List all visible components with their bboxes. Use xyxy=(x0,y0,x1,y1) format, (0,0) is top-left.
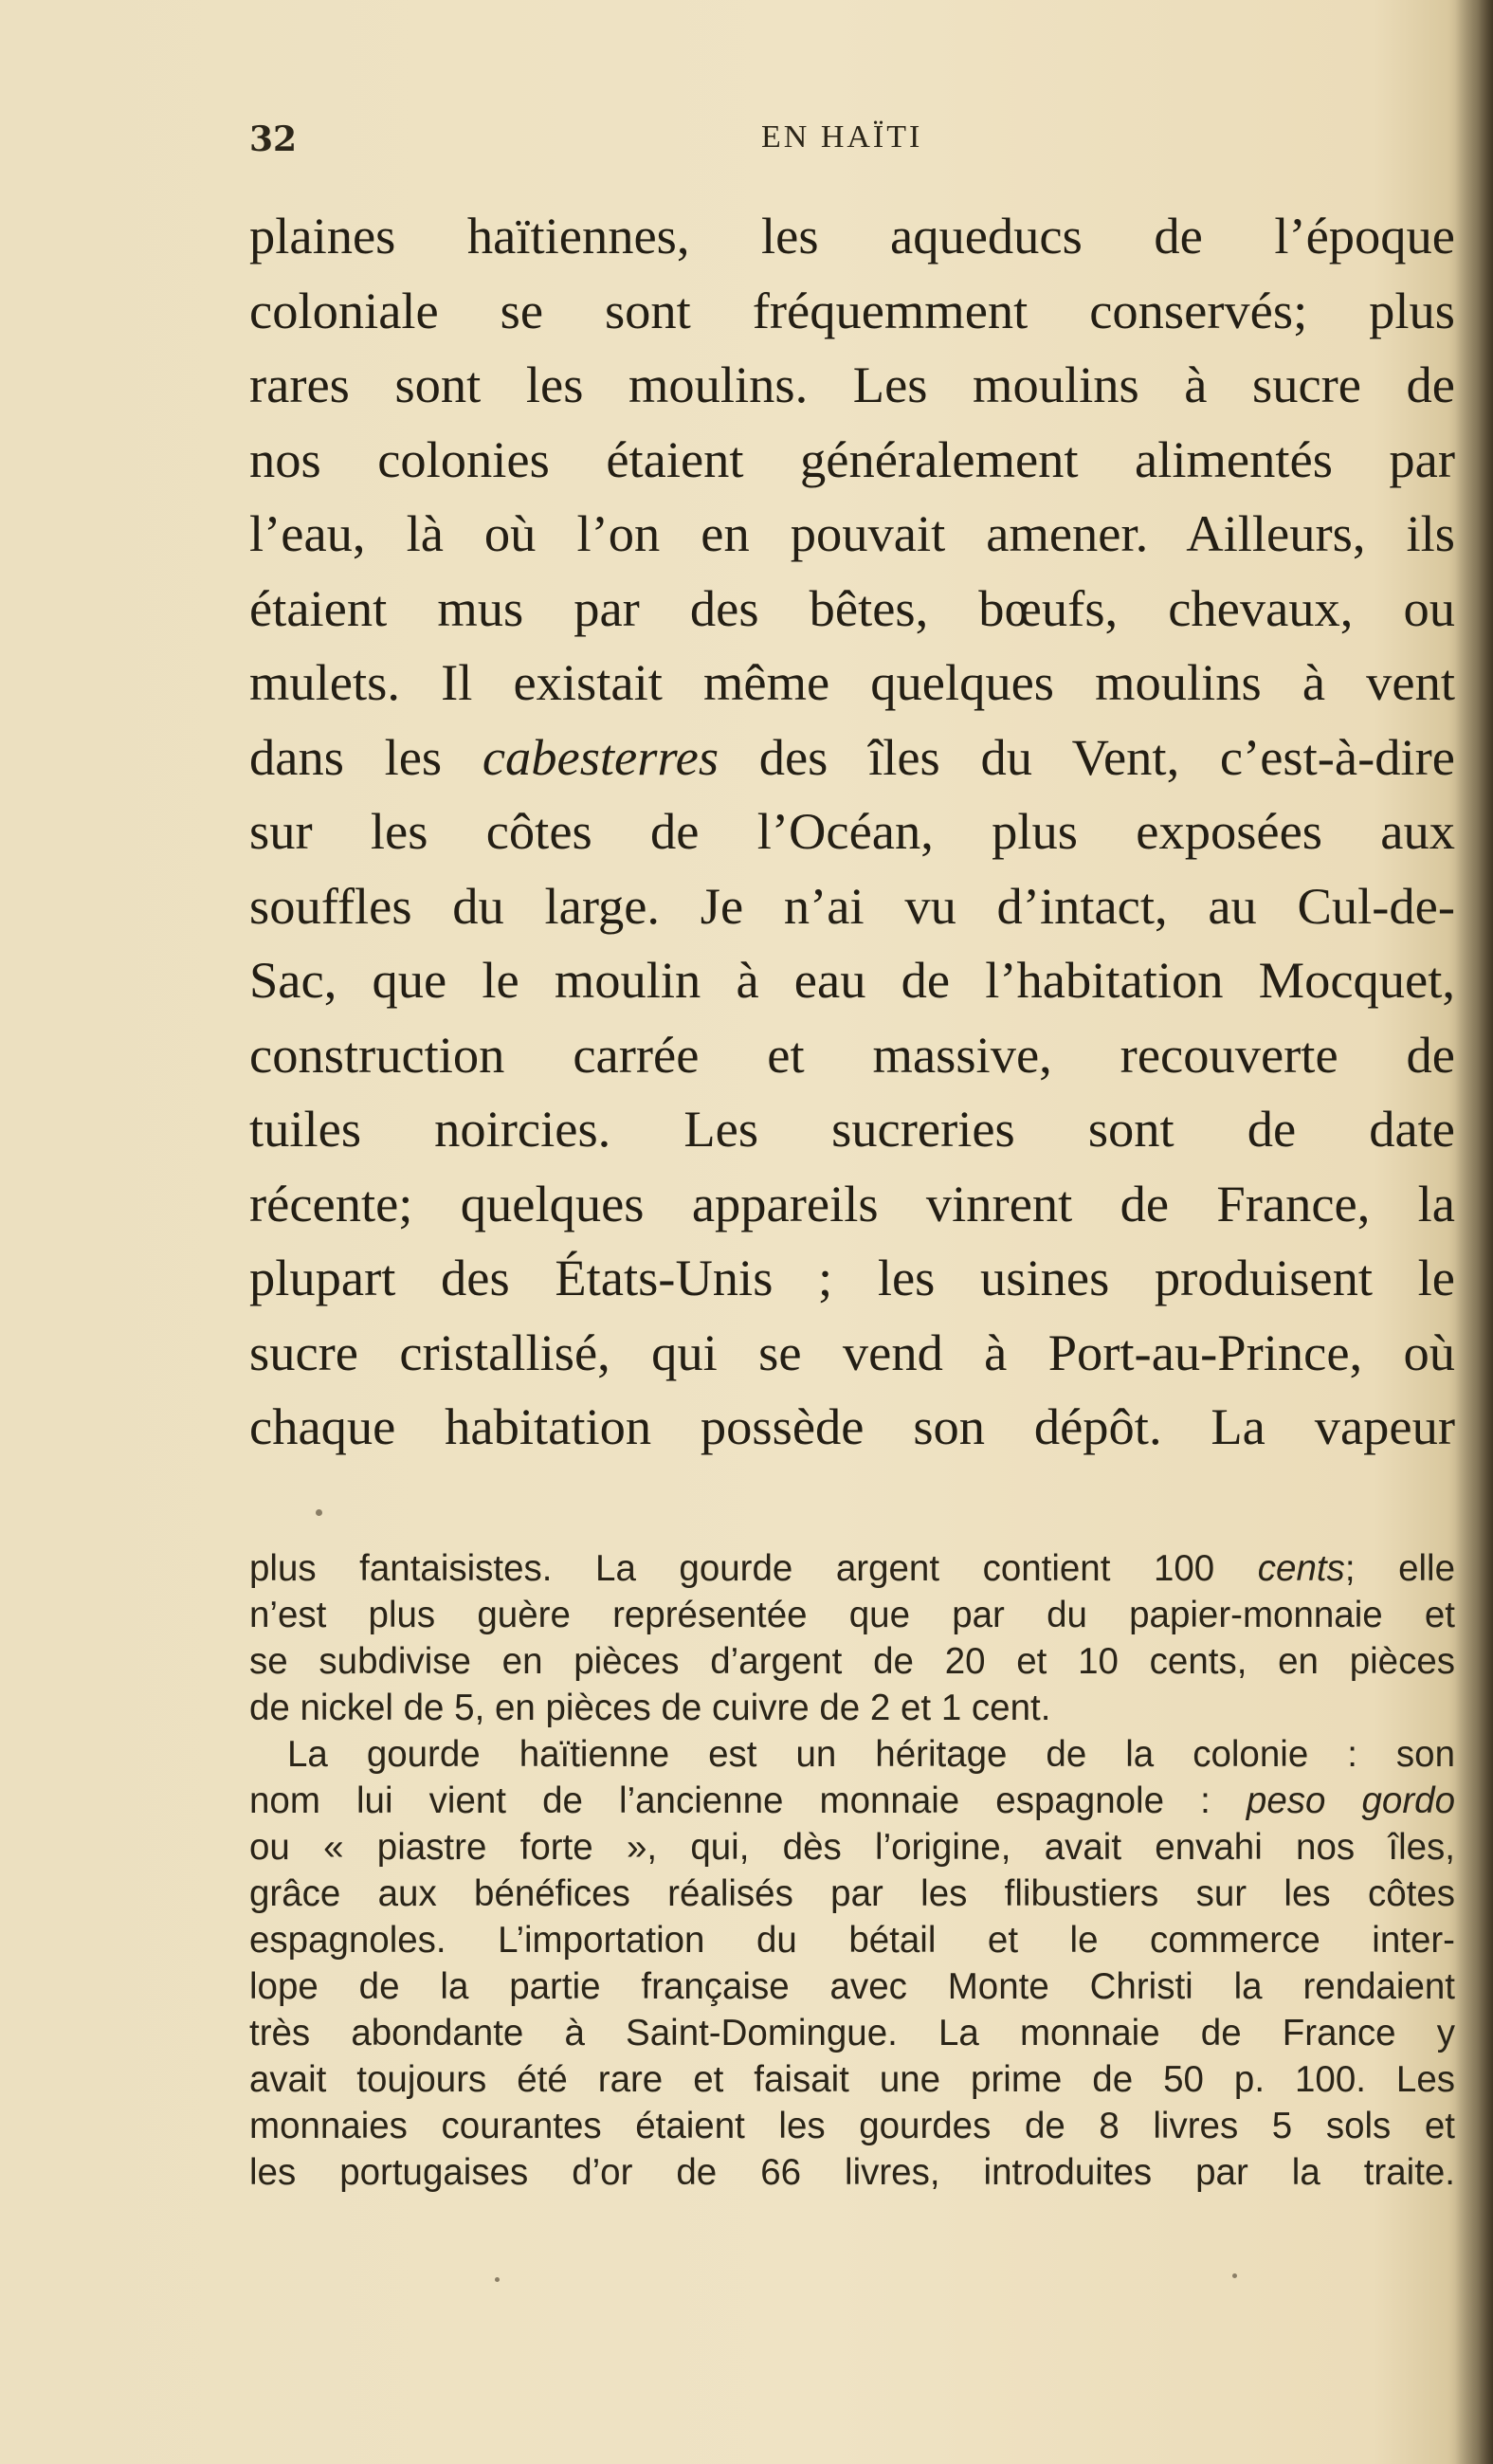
footnote-line: de nickel de 5, en pièces de cuivre de 2 et 1 cent. xyxy=(249,1688,1051,1728)
main-text-segment: dans les xyxy=(249,727,482,786)
main-text-line: rares sont les moulins. Les moulins à sucre de xyxy=(249,356,1455,413)
main-text-line: tuiles noircies. Les sucreries sont de date xyxy=(249,1100,1455,1158)
italic-term: cents xyxy=(1257,1548,1345,1589)
footnote-segment: nom lui vient de l’ancienne monnaie espagnole : xyxy=(249,1780,1247,1821)
main-text-line xyxy=(249,721,1455,795)
page-number: 32 xyxy=(249,119,298,159)
running-head xyxy=(249,112,1453,169)
main-text-line: coloniale se sont fréquemment conservés; plus xyxy=(249,281,1455,339)
spine-shadow xyxy=(1455,0,1493,2464)
footnote-line xyxy=(249,1778,1455,1824)
main-text-line: souffles du large. Je n’ai vu d’intact, au Cul-de- xyxy=(249,876,1455,935)
footnote-line xyxy=(249,1545,1455,1592)
main-text xyxy=(249,199,1455,1465)
running-title: EN HAÏTI xyxy=(761,119,923,155)
footnote-line: grâce aux bénéfices réalisés par les flibustiers sur les côtes xyxy=(249,1873,1455,1914)
footnotes xyxy=(249,1545,1455,2196)
main-text-line: Sac, que le moulin à eau de l’habitation Mocquet, xyxy=(249,951,1455,1009)
footnote-line: se subdivise en pièces d’argent de 20 et 10 cents, en pièces xyxy=(249,1641,1455,1682)
main-text-line: construction carrée et massive, recouverte de xyxy=(249,1025,1455,1084)
main-text-line: sucre cristallisé, qui se vend à Port-au-Prince, où xyxy=(249,1323,1455,1381)
main-text-line: chaque habitation possède son dépôt. La vapeur xyxy=(249,1397,1455,1455)
main-text-line: sur les côtes de l’Océan, plus exposées aux xyxy=(249,802,1455,860)
footnote-line: La gourde haïtienne est un héritage de la colonie : son xyxy=(287,1734,1455,1775)
footnote-segment: ; elle xyxy=(1344,1548,1455,1589)
footnote-segment: plus fantaisistes. La gourde argent contient 100 xyxy=(249,1548,1258,1589)
footnote-line: ou « piastre forte », qui, dès l’origine, avait envahi nos îles, xyxy=(249,1827,1455,1868)
print-speck xyxy=(495,2277,500,2282)
footnote-line: lope de la partie française avec Monte Christi la rendaient xyxy=(249,1966,1455,2007)
main-text-line: mulets. Il existait même quelques moulins à vent xyxy=(249,653,1455,711)
footnote-line: avait toujours été rare et faisait une prime de 50 p. 100. Les xyxy=(249,2059,1455,2100)
italic-term: cabesterres xyxy=(482,727,719,786)
main-text-line: plaines haïtiennes, les aqueducs de l’époque xyxy=(249,207,1455,265)
footnote-line: espagnoles. L’importation du bétail et le commerce inter- xyxy=(249,1920,1455,1961)
main-text-line: nos colonies étaient généralement alimentés par xyxy=(249,429,1455,488)
print-speck xyxy=(1232,2273,1237,2278)
print-speck xyxy=(316,1509,322,1516)
main-text-segment: des îles du Vent, c’est-à-dire xyxy=(719,727,1455,786)
italic-term: peso gordo xyxy=(1246,1780,1455,1821)
main-text-line: étaient mus par des bêtes, bœufs, chevaux, ou xyxy=(249,578,1455,637)
footnote-line: monnaies courantes étaient les gourdes de 8 livres 5 sols et xyxy=(249,2106,1455,2146)
footnote-line: n’est plus guère représentée que par du papier-monnaie et xyxy=(249,1595,1455,1635)
footnote-line: très abondante à Saint-Domingue. La monnaie de France y xyxy=(249,2013,1455,2053)
main-text-line: plupart des États-Unis ; les usines produisent le xyxy=(249,1249,1455,1306)
main-text-line: l’eau, là où l’on en pouvait amener. Ailleurs, ils xyxy=(249,504,1455,562)
main-text-line: récente; quelques appareils vinrent de France, la xyxy=(249,1174,1455,1232)
footnote-line: les portugaises d’or de 66 livres, introduites par la traite. xyxy=(249,2152,1455,2193)
